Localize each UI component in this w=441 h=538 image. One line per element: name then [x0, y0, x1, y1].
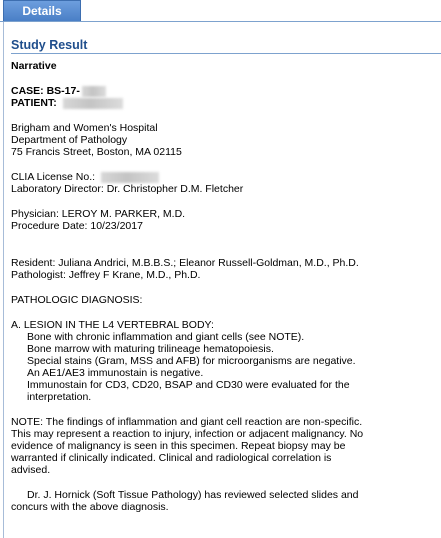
hospital-name: Brigham and Women's Hospital — [11, 122, 158, 134]
lab-director: Laboratory Director: Dr. Christopher D.M. Fletcher — [11, 183, 244, 195]
note-line: evidence of malignancy is seen in this specimen. Repeat biopsy may be — [11, 440, 346, 452]
pathologist: Pathologist: Jeffrey F Krane, M.D., Ph.D. — [11, 269, 201, 281]
review-line: Dr. J. Hornick (Soft Tissue Pathology) has reviewed selected slides and — [27, 489, 359, 501]
case-line — [11, 85, 106, 97]
tab-bar — [0, 0, 441, 22]
note-line: warranted if clinically indicated. Clinical and radiological correlation is — [11, 452, 332, 464]
redacted-clia-number — [101, 172, 159, 183]
finding-line: Bone with chronic inflammation and giant cells (see NOTE). — [27, 331, 305, 343]
finding-line: An AE1/AE3 immunostain is negative. — [27, 367, 204, 379]
diagnosis-heading: PATHOLOGIC DIAGNOSIS: — [11, 294, 143, 306]
case-label: CASE: BS-17- — [11, 85, 80, 97]
note-line: This may represent a reaction to injury, infection or adjacent malignancy. No — [11, 428, 364, 440]
tab-details[interactable]: Details — [3, 0, 81, 21]
narrative-heading: Narrative — [11, 60, 57, 72]
lesion-heading: A. LESION IN THE L4 VERTEBRAL BODY: — [11, 319, 214, 331]
resident: Resident: Juliana Andrici, M.B.B.S.; Eleanor Russell-Goldman, M.D., Ph.D. — [11, 257, 359, 269]
hospital-address: 75 Francis Street, Boston, MA 02115 — [11, 146, 182, 158]
department-name: Department of Pathology — [11, 134, 128, 146]
note-line: advised. — [11, 464, 51, 476]
finding-line: Bone marrow with maturing trilineage hematopoiesis. — [27, 343, 274, 355]
patient-label: PATIENT: — [11, 97, 57, 109]
procedure-date: Procedure Date: 10/23/2017 — [11, 220, 143, 232]
review-line: concurs with the above diagnosis. — [11, 501, 169, 513]
details-panel — [3, 22, 441, 538]
section-title: Study Result — [11, 38, 88, 52]
clia-label: CLIA License No.: — [11, 171, 96, 183]
redacted-patient-name — [63, 98, 123, 109]
section-divider — [11, 53, 441, 54]
redacted-case-number — [82, 86, 106, 97]
finding-line: interpretation. — [27, 391, 92, 403]
clia-line — [11, 171, 159, 183]
finding-line: Immunostain for CD3, CD20, BSAP and CD30 were evaluated for the — [27, 379, 350, 391]
patient-line — [11, 97, 123, 109]
finding-line: Special stains (Gram, MSS and AFB) for microorganisms are negative. — [27, 355, 356, 367]
note-line: NOTE: The findings of inflammation and giant cell reaction are non-specific. — [11, 416, 363, 428]
physician: Physician: LEROY M. PARKER, M.D. — [11, 208, 186, 220]
